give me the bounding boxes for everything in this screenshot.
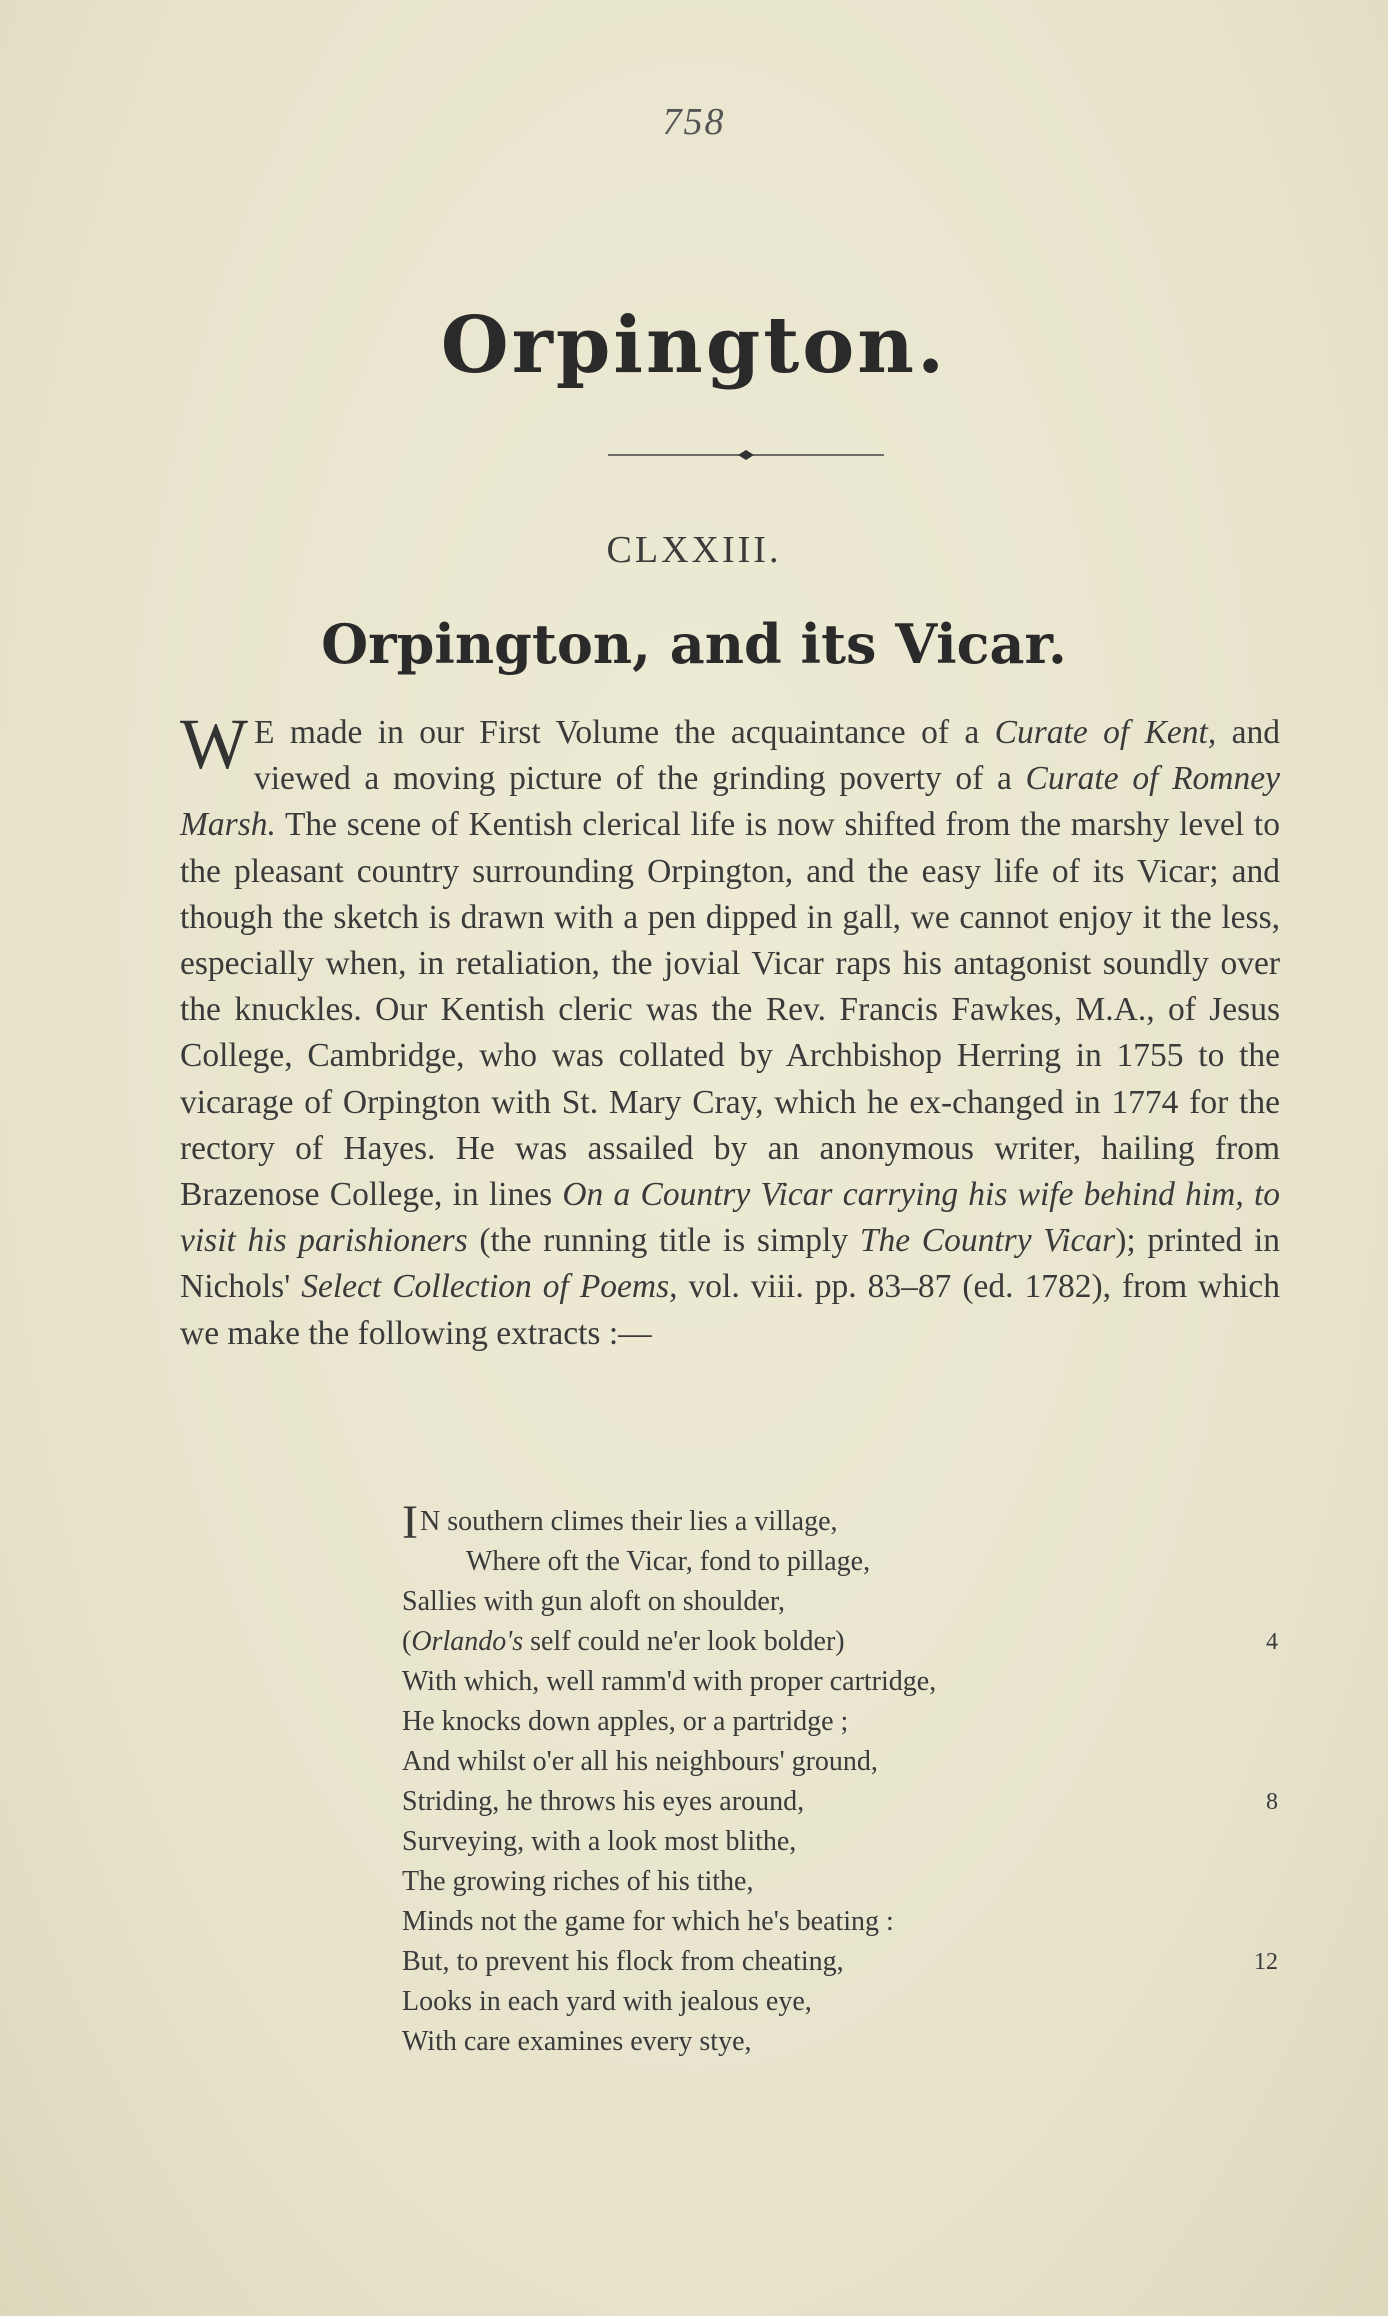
poem-line-text: The growing riches of his tithe,	[402, 1866, 754, 1897]
poem-line	[402, 1496, 1282, 1549]
poem-line	[402, 1822, 1282, 1862]
poem-line-text: Minds not the game for which he's beating :	[402, 1906, 894, 1937]
poem-line-text: Sallies with gun aloft on shoulder,	[402, 1586, 786, 1617]
section-number: CLXXIII.	[606, 529, 782, 571]
body-text-segment: ); printed in Nichols'	[180, 1222, 1280, 1306]
page-number: 758	[662, 101, 726, 143]
poem-drop-cap: I	[402, 1496, 418, 1549]
poem-line	[402, 1742, 1282, 1782]
poem-line-number: 4	[1266, 1629, 1278, 1655]
poem-line	[402, 1782, 1282, 1822]
poem-line-text: He knocks down apples, or a partridge ;	[402, 1706, 849, 1737]
page-title: Orpington.	[440, 300, 948, 391]
poem-line	[402, 1622, 1282, 1662]
poem-line-text: Surveying, with a look most blithe,	[402, 1826, 797, 1857]
body-text-segment: The scene of Kentish clerical life is now shifted from the marshy level to the pleasant country surrounding Orpington, and the easy life of its Vicar; and though the sketch is drawn with a pen dipped in gall, we cannot enjoy it the less, especially when, in retaliation, the jovial Vicar raps his antagonist soundly over the knuckles. Our Kentish cleric was the Rev. Francis Fawkes, M.A., of Jesus College, Cambridge, who was collated by Archbishop Herring in 1755 to the vicarage of Orpington with St. Mary Cray, which he ex-changed in 1774 for the rectory of Hayes. He was assailed by an anonymous writer, hailing from Brazenose College, in lines	[180, 806, 1280, 1214]
poem-line-text: Looks in each yard with jealous eye,	[402, 1986, 812, 2017]
body-text-segment: E made in our First Volume the acquaintance of a	[253, 714, 995, 751]
ornament-divider	[608, 448, 884, 462]
poem-line-text: N southern climes their lies a village,	[419, 1506, 838, 1537]
poem-line	[402, 1902, 1282, 1942]
italic-text: Curate of Kent,	[994, 714, 1217, 751]
poem-line-number: 12	[1254, 1949, 1278, 1975]
poem-line-text: Striding, he throws his eyes around,	[402, 1786, 805, 1817]
poem-line	[402, 1982, 1282, 2022]
poem-line-text: With which, well ramm'd with proper cartridge,	[402, 1666, 937, 1697]
poem-block	[402, 1496, 1282, 2062]
poem-line	[402, 1542, 1282, 1582]
poem-line-text: (Orlando's self could ne'er look bolder)	[402, 1626, 845, 1657]
poem-line	[402, 1702, 1282, 1742]
body-text-segment: vol. viii. pp. 83–87 (ed. 1782), from which we make the following extracts :—	[180, 1268, 1280, 1352]
poem-line	[402, 2022, 1282, 2062]
poem-line-text: But, to prevent his flock from cheating,	[402, 1946, 844, 1977]
poem-line-text: Where oft the Vicar, fond to pillage,	[466, 1546, 871, 1577]
poem-line-text: With care examines every stye,	[402, 2026, 752, 2057]
poem-line-text: And whilst o'er all his neighbours' ground,	[402, 1746, 878, 1777]
drop-cap: W	[180, 704, 248, 784]
body-paragraph	[180, 704, 1280, 1357]
poem-line	[402, 1582, 1282, 1622]
poem-line	[402, 1942, 1282, 1982]
body-text-segment: and viewed a moving picture of the grinding poverty of a	[253, 714, 1280, 798]
body-text-segment: (the running title is simply	[467, 1222, 860, 1260]
poem-line	[402, 1862, 1282, 1902]
italic-text: Curate of Romney Marsh.	[180, 760, 1280, 844]
italic-text: Select Collection of Poems,	[301, 1268, 678, 1306]
poem-line-number: 8	[1266, 1789, 1278, 1815]
section-title: Orpington, and its Vicar.	[321, 612, 1067, 676]
poem-line	[402, 1662, 1282, 1702]
italic-text: The Country Vicar	[859, 1222, 1116, 1260]
italic-text: On a Country Vicar carrying his wife behind him, to visit his parishioners	[180, 1176, 1280, 1260]
